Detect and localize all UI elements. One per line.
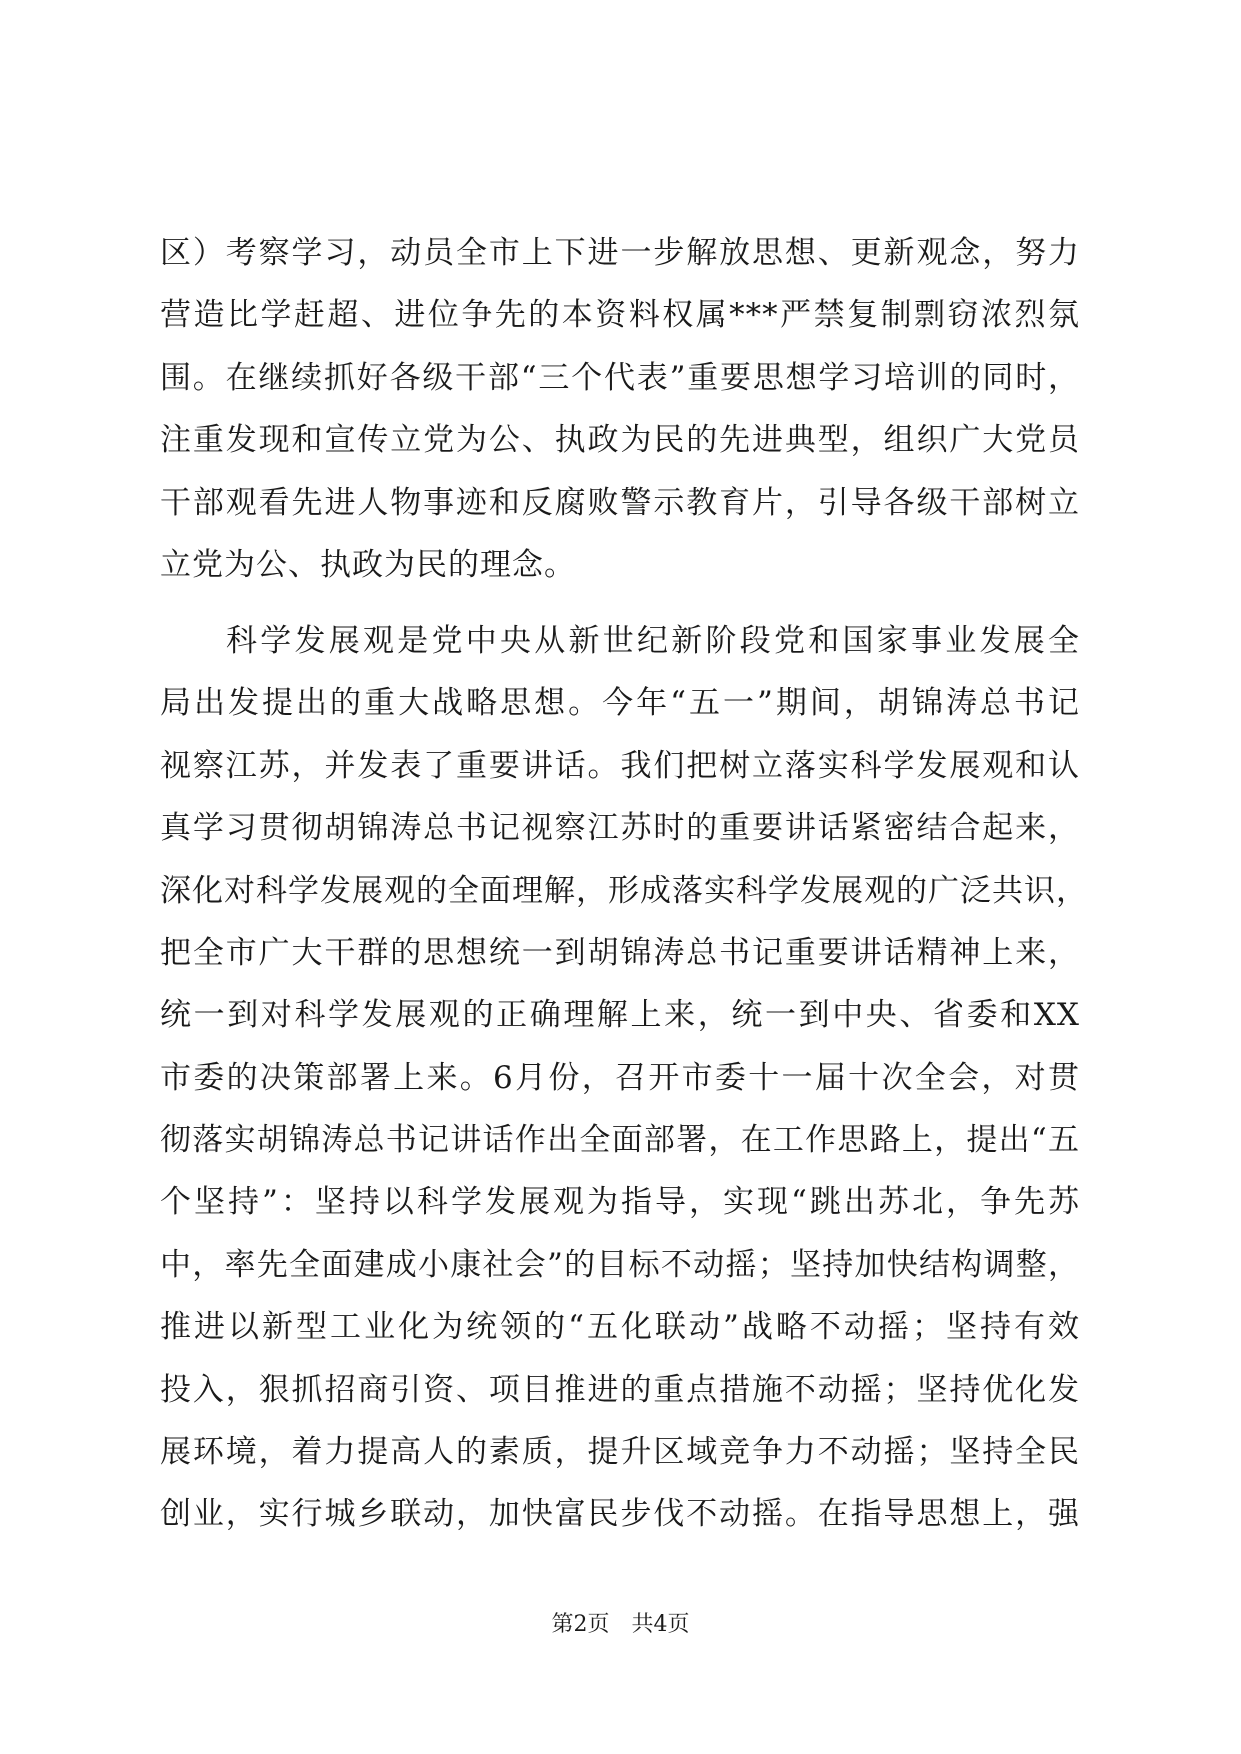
text-line: 局出发提出的重大战略思想。今年“五一”期间，胡锦涛总书记 xyxy=(160,685,1080,722)
text-line: 投入，狠抓招商引资、项目推进的重点措施不动摇；坚持优化发 xyxy=(160,1371,1080,1408)
text-line: 深化对科学发展观的全面理解，形成落实科学发展观的广泛共识， xyxy=(160,872,1088,909)
text-line: 推进以新型工业化为统领的“五化联动”战略不动摇；坚持有效 xyxy=(160,1309,1080,1346)
paragraph-2 xyxy=(160,610,1088,1546)
text-line: 区）考察学习，动员全市上下进一步解放思想、更新观念，努力 xyxy=(160,235,1080,271)
text-line: 彻落实胡锦涛总书记讲话作出全面部署，在工作思路上，提出“五 xyxy=(160,1122,1080,1159)
text-line: 注重发现和宣传立党为公、执政为民的先进典型，组织广大党员 xyxy=(160,422,1080,459)
text-line: 中，率先全面建成小康社会”的目标不动摇；坚持加快结构调整， xyxy=(160,1246,1080,1283)
text-line: 科学发展观是党中央从新世纪新阶段党和国家事业发展全 xyxy=(226,622,1080,659)
document-body xyxy=(160,222,1088,1546)
text-line: 展环境，着力提高人的素质，提升区域竞争力不动摇；坚持全民 xyxy=(160,1434,1080,1471)
text-line: 真学习贯彻胡锦涛总书记视察江苏时的重要讲话紧密结合起来， xyxy=(160,810,1080,847)
text-line: 把全市广大干群的思想统一到胡锦涛总书记重要讲话精神上来， xyxy=(160,934,1080,971)
paragraph-1 xyxy=(160,222,1080,596)
text-line: 营造比学赶超、进位争先的本资料权属***严禁复制剽窃浓烈氛 xyxy=(160,297,1080,334)
text-line: 市委的决策部署上来。6月份，召开市委十一届十次全会，对贯 xyxy=(160,1059,1080,1096)
text-line: 创业，实行城乡联动，加快富民步伐不动摇。在指导思想上，强 xyxy=(160,1496,1080,1533)
text-line: 视察江苏，并发表了重要讲话。我们把树立落实科学发展观和认 xyxy=(160,747,1080,784)
page-number: 第2页 xyxy=(551,1612,610,1637)
text-line: 立党为公、执政为民的理念。 xyxy=(160,546,576,583)
text-line: 干部观看先进人物事迹和反腐败警示教育片，引导各级干部树立 xyxy=(160,484,1080,521)
text-line: 统一到对科学发展观的正确理解上来，统一到中央、省委和XX xyxy=(160,997,1080,1034)
text-line: 围。在继续抓好各级干部“三个代表”重要思想学习培训的同时， xyxy=(160,359,1080,396)
text-line: 个坚持”：坚持以科学发展观为指导，实现“跳出苏北，争先苏 xyxy=(160,1184,1080,1221)
page-footer xyxy=(0,1610,1241,1640)
page-total: 共4页 xyxy=(631,1612,690,1637)
